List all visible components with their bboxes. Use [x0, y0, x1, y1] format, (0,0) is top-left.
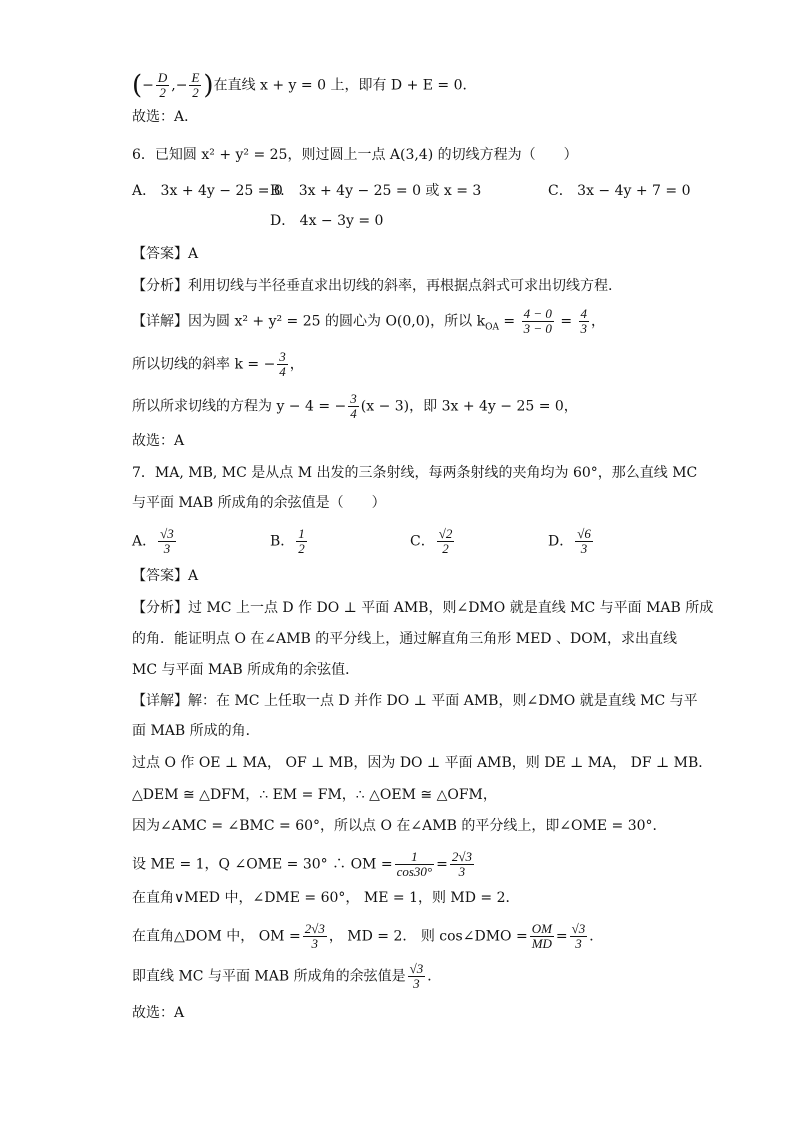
fraction: $\frac{√2}{2}$ — [438, 526, 453, 556]
q7-detail-5: 因为∠AMC = ∠BMC = 60°，所以点 O 在∠AMB 的平分线上，即∠OME = 30°． — [132, 818, 667, 834]
q6-detail-1 — [132, 307, 605, 338]
text-span: 即直线 MC 与平面 MAB 所成角的余弦值是 — [132, 968, 406, 985]
minus-sign: − — [142, 77, 154, 94]
q7-analysis-3: MC 与平面 MAB 所成角的余弦值． — [132, 662, 360, 678]
text-span: (x − 3)，即 3x + 4y − 25 = 0， — [360, 398, 578, 415]
q6-end: 故选：A — [132, 433, 185, 449]
q7-option-d — [548, 527, 595, 556]
comma-minus: ,− — [171, 77, 188, 94]
q7-option-c — [410, 527, 456, 556]
q6-option-a: A． 3x + 4y − 25 = 0 — [132, 183, 283, 199]
q7-answer: 【答案】A — [132, 568, 199, 584]
q7-detail-7: 在直角∨MED 中，∠DME = 60°， ME = 1，则 MD = 2． — [132, 890, 520, 906]
q7-detail-2: 面 MAB 所成的角． — [132, 723, 260, 739]
text-span: B． — [270, 533, 295, 550]
q6-answer: 【答案】A — [132, 246, 199, 262]
fraction-3-over-4: $\frac{3}{4}$ — [279, 349, 286, 379]
text-span: C． — [410, 533, 435, 550]
text-span: 在直角△DOM 中， OM = — [132, 928, 301, 945]
q6-option-b: B． 3x + 4y − 25 = 0 或 x = 3 — [270, 183, 482, 199]
q7-analysis-2: 的角．能证明点 O 在∠AMB 的平分线上，通过解直角三角形 MED 、DOM，求出直线 — [132, 631, 678, 647]
text-span: 所以切线的斜率 k = − — [132, 356, 276, 373]
fraction-d-over-2: $\frac{D}{2}$ — [157, 70, 168, 100]
subscript: OA — [485, 322, 499, 333]
text-span: 【详解】因为圆 x² + y² = 25 的圆心为 O(0,0)，所以 k — [132, 313, 486, 330]
fraction-e-over-2: $\frac{E}{2}$ — [191, 70, 200, 100]
q7-analysis-1: 【分析】过 MC 上一点 D 作 DO ⊥ 平面 AMB，则∠DMO 就是直线 MC 与平面 MAB 所成 — [132, 600, 714, 616]
fraction: $\frac{1}{\cos 30^\circ}$ — [396, 849, 433, 879]
text-span: 所以所求切线的方程为 y − 4 = − — [132, 398, 347, 415]
open-paren: ( — [132, 70, 143, 101]
question-7-stem-2: 与平面 MAB 所成角的余弦值是（ ） — [132, 495, 386, 511]
fraction: $\frac{OM}{MD}$ — [531, 921, 552, 951]
text-span: = — [436, 856, 448, 873]
q6-option-c: C． 3x − 4y + 7 = 0 — [548, 183, 691, 199]
text-line-1 — [132, 71, 477, 100]
close-paren: ) — [203, 70, 214, 101]
text-span: 在直线 x + y = 0 上，即有 D + E = 0． — [213, 77, 477, 94]
fraction: $\frac{2√3}{3}$ — [304, 921, 325, 951]
fraction: $\frac{√3}{3}$ — [409, 961, 424, 991]
fraction: $\frac{√3}{3}$ — [571, 921, 586, 951]
fraction-3-over-4: $\frac{3}{4}$ — [350, 391, 357, 421]
fraction-4-over-3: $\frac{4}{3}$ — [580, 306, 588, 336]
text-span: = — [555, 928, 568, 945]
fraction-slope: $\frac{4 - 0}{3 - 0}$ — [523, 306, 552, 336]
text-span: 设 ME = 1，Q ∠OME = 30° ∴ OM = — [132, 856, 393, 873]
text-span: D． — [548, 533, 574, 550]
text-span: = — [498, 313, 520, 330]
text-line-2: 故选：A． — [132, 109, 199, 125]
q6-option-d: D． 4x − 3y = 0 — [270, 213, 384, 229]
q6-detail-2 — [132, 350, 304, 379]
q6-detail-3 — [132, 392, 578, 421]
text-span: ， MD = 2． 则 cos∠DMO = — [328, 928, 528, 945]
text-span: ， — [591, 313, 606, 330]
text-span: ． — [589, 928, 604, 945]
fraction: $\frac{√6}{3}$ — [577, 526, 591, 556]
q7-detail-4: △DEM ≅ △DFM，∴ EM = FM，∴ △OEM ≅ △OFM， — [132, 787, 497, 803]
fraction: $\frac{1}{2}$ — [298, 526, 305, 556]
q7-detail-9 — [132, 962, 441, 991]
q7-end: 故选：A — [132, 1005, 185, 1021]
fraction: $\frac{√3}{3}$ — [160, 526, 174, 556]
q7-detail-8 — [132, 922, 603, 951]
q6-analysis: 【分析】利用切线与半径垂直求出切线的斜率，再根据点斜式可求出切线方程. — [132, 278, 613, 294]
text-span: ， — [289, 356, 304, 373]
q7-option-b — [270, 527, 309, 556]
question-6-stem: 6．已知圆 x² + y² = 25，则过圆上一点 A(3,4) 的切线方程为（ ） — [132, 147, 578, 163]
text-span: ． — [427, 968, 442, 985]
question-7-stem-1: 7．MA, MB, MC 是从点 M 出发的三条射线，每两条射线的夹角均为 60°，那么直线 MC — [132, 465, 698, 481]
q7-detail-6 — [132, 850, 476, 879]
q7-detail-3: 过点 O 作 OE ⊥ MA， OF ⊥ MB，因为 DO ⊥ 平面 AMB，则 DE ⊥ MA， DF ⊥ MB． — [132, 755, 713, 771]
text-span: A． — [132, 533, 157, 550]
text-span: = — [555, 313, 577, 330]
q7-option-a — [132, 527, 178, 556]
q7-detail-1: 【详解】解：在 MC 上任取一点 D 并作 DO ⊥ 平面 AMB，则∠DMO 就是直线 MC 与平 — [132, 693, 698, 709]
fraction: $\frac{2√3}{3}$ — [451, 849, 472, 879]
